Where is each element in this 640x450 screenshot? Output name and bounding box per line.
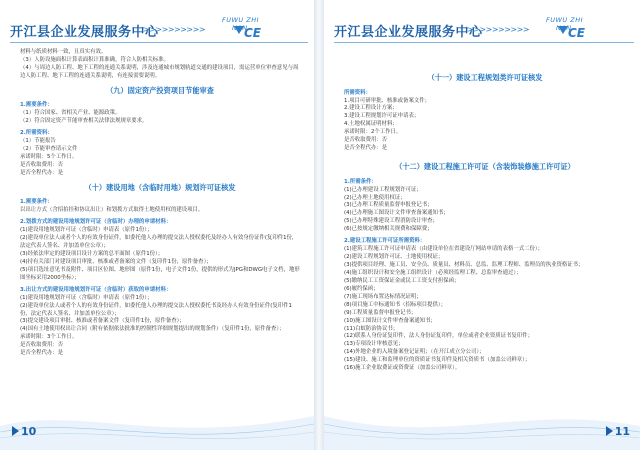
page-number: 10	[12, 425, 36, 438]
list-item: 承诺时限：3个工作日。	[20, 334, 78, 341]
list-item: (14)外地企业的入境备案登记证明；（在开江成立分公司）；	[344, 349, 485, 356]
list-item: 是否收取费用：否	[20, 161, 64, 168]
subheading: 2.所需资料：	[20, 130, 53, 137]
list-item: (2)建设工程规划许可证、土地使用权证；	[344, 254, 444, 261]
list-item: (2)建设单位法人或者个人的有效身份证件，如委托他人办理的提交法人授权委托书及经办人有效身份证件(复印件1份，法定代表人签名、并加盖单位公章）；	[20, 302, 292, 317]
page-gutter	[314, 0, 324, 450]
header-title: 开江县企业发展服务中心	[334, 25, 483, 40]
header-title: 开江县企业发展服务中心	[10, 25, 159, 40]
list-item: (1)已办理建设工程规划许可证；	[344, 186, 422, 193]
list-item: 2.建设工程设计方案；	[344, 105, 398, 112]
section-title: （九）固定资产投资项目节能审查	[106, 85, 214, 95]
page-header	[10, 13, 308, 43]
list-item: 是否全程代办：是	[20, 350, 64, 357]
subheading: 3.出让方式的建设用地规划许可证（含临时）获取的申请材料：	[20, 286, 172, 293]
list-item: (10)施工图设计文件审查备案通知书；	[344, 317, 436, 324]
section-title: （十二）建设工程施工许可证（含装饰装修施工许可证）	[395, 162, 575, 172]
intro-line: （4）与周边人防工程、地下工程的连通关系说明，涉及连通城市规划轨道交通的建设项目，需运营单位审查意见与周边人防工程、地下工程的连通关系说明，有连接需要说明。	[20, 64, 299, 79]
list-item: （1）节能报告	[20, 138, 56, 145]
subheading: 2.建设工程施工许可证所需资料：	[344, 238, 426, 245]
logo-triangle-icon	[234, 26, 244, 34]
list-item: (13)专项设计审核意见；	[344, 341, 404, 348]
list-item: (1)建设用地规划许可证（含临时）申请表（原件1份）；	[20, 227, 153, 234]
list-item: (9)工程质量监督申报登记书；	[344, 309, 417, 316]
header-divider	[10, 42, 308, 43]
list-item: （1）符合国家、省相关产业、能源政策。	[20, 110, 121, 117]
list-item: (2)建设单位法人或者个人的有效身份证件，如委托他人办理的提交法人授权委托及经办人有效身份证件(复印件1份，法定代表人签名、并加盖单位公章）；	[20, 235, 298, 250]
list-item: 3.建设工程规划许可证申请表；	[344, 113, 420, 120]
list-item: 承诺时限：2个工作日。	[344, 129, 402, 136]
list-item: （2）符合固定资产节能审查相关法律法规规章要求。	[20, 118, 148, 125]
triangle-icon	[12, 426, 19, 436]
list-item: (11)白蚁防治协议书；	[344, 325, 399, 332]
footer-wave	[324, 386, 640, 450]
list-item: (12)联系人身份证复印件，法人身份证复印件，单位或者企业资质证书复印件；	[344, 333, 533, 340]
list-item: (3)提供项目经理、施工员、安全员、质量员、材料员、总监、监理工程师、监理员的执业资格证书；	[344, 262, 584, 269]
logo-ce: CE	[568, 26, 586, 40]
list-item: 承诺时限：5个工作日。	[20, 153, 78, 160]
subheading: 1.需要条件：	[20, 102, 53, 109]
list-item: (4)施工组织设计和安全施工组织设计（必须经监理工程、总监审查通过）；	[344, 269, 522, 276]
list-item: (5)缴纳民工工资保证金或民工工资支付担保函；	[344, 277, 460, 284]
page-number: 11	[606, 425, 630, 438]
footer-wave	[0, 386, 314, 450]
list-item: 是否收取费用：否	[20, 342, 64, 349]
logo-text: FUWU ZHI NAN	[222, 16, 260, 32]
section-title: （十一）建设工程规划类许可证核发	[427, 73, 543, 82]
list-item: (7)施工现场布置达标情况证明；	[344, 293, 422, 300]
header-divider	[334, 42, 634, 43]
list-item: （2）节能审查请示文件	[20, 146, 78, 153]
intro-line: 材料与纸质材料一致，且真实有效。	[20, 49, 107, 55]
list-item: (2)已办理土地使用权证；	[344, 194, 406, 201]
list-item: (5)项目选址意见书及附件、项目区位图、地形图（原件1份，电子文件1份，提供的形式为JPG和DWG电子文档，地形图坐标采用2000坐标）；	[20, 266, 300, 281]
wave-decoration	[324, 386, 640, 450]
list-item: 是否收取费用：否	[344, 137, 388, 144]
header-arrows: >>>>>>>>>>	[467, 25, 530, 34]
right-page	[324, 0, 640, 450]
list-item: (15)建设、施工和监理单位的资质证书复印件及相关资质书（加盖公司鲜章）；	[344, 357, 531, 364]
list-item: (4)已办理施工图设计文件审查备案通知书；	[344, 210, 449, 217]
left-page	[0, 0, 314, 450]
logo-text: FUWU ZHI NAN	[546, 16, 584, 32]
intro-line: （3）人防设施面积计算表面积计算准确，符合人防相关标准。	[20, 56, 169, 63]
list-item: (5)已办理特殊建设工程消防设计审查；	[344, 218, 438, 225]
list-item: 以出让方式（含招拍挂和协议出让）和划拨方式取得土地使用权的建设项目。	[20, 207, 204, 214]
list-item: (3)已办理工程质量监督申报登记书；	[344, 202, 433, 209]
list-item: (4)国有土地使用权出让合同（附有依据依法批准的控制性详细规划提出的规划条件）（复印件1份，原件备查）；	[20, 326, 285, 333]
list-item: (8)项目施工中标通知书（招标项目提供）；	[344, 301, 446, 308]
list-item: 1.项目可研审批、核准或备案文件；	[344, 97, 431, 104]
subheading: 1.所需条件：	[344, 178, 377, 185]
logo-triangle-icon	[558, 26, 568, 34]
header-arrows: >>>>>>>>>>	[143, 25, 206, 34]
section-title: （十）建设用地（含临时用地）规划许可证核发	[84, 182, 236, 192]
subheading: 2.划拨方式的建设用地规划许可证（含临时）办理的申请材料：	[20, 219, 172, 226]
logo-ce: CE	[244, 26, 262, 40]
list-item: 是否全程代办：是	[344, 145, 388, 152]
list-item: 是否全程代办：是	[20, 169, 64, 176]
list-item: 4.土地权属证明材料；	[344, 121, 398, 128]
left-body	[20, 49, 300, 358]
triangle-icon	[606, 426, 613, 436]
list-item: (3)提交建设项目审批、核准或者备案文件（复印件1份，原件备查）；	[20, 318, 185, 325]
list-item: (1)建筑工程施工许可证申请表（由建设单位在省建设厅网站申请的表格一式二份）；	[344, 246, 543, 253]
list-item: (6)已按规定缴纳相关规费和保障费；	[344, 226, 433, 233]
right-body	[344, 68, 626, 373]
subheading: 所需资料：	[344, 89, 371, 96]
list-item: (6)履约保函；	[344, 285, 379, 292]
subheading: 1.需要条件：	[20, 199, 53, 206]
list-item: (4)持有关部门对建设项目审批、核准或者备案的文件（复印件1份，原件备查）；	[20, 258, 212, 265]
wave-decoration	[0, 386, 314, 450]
list-item: (3)经依法审定的建设项目设计方案的总平面图（原件1份）；	[20, 250, 164, 257]
list-item: (16)施工企业取费证或资费证（加盖公司鲜章）。	[344, 365, 461, 372]
page-header	[334, 13, 634, 43]
list-item: (1)建设用地规划许可证（含临时）申请表（原件1份）；	[20, 294, 153, 301]
